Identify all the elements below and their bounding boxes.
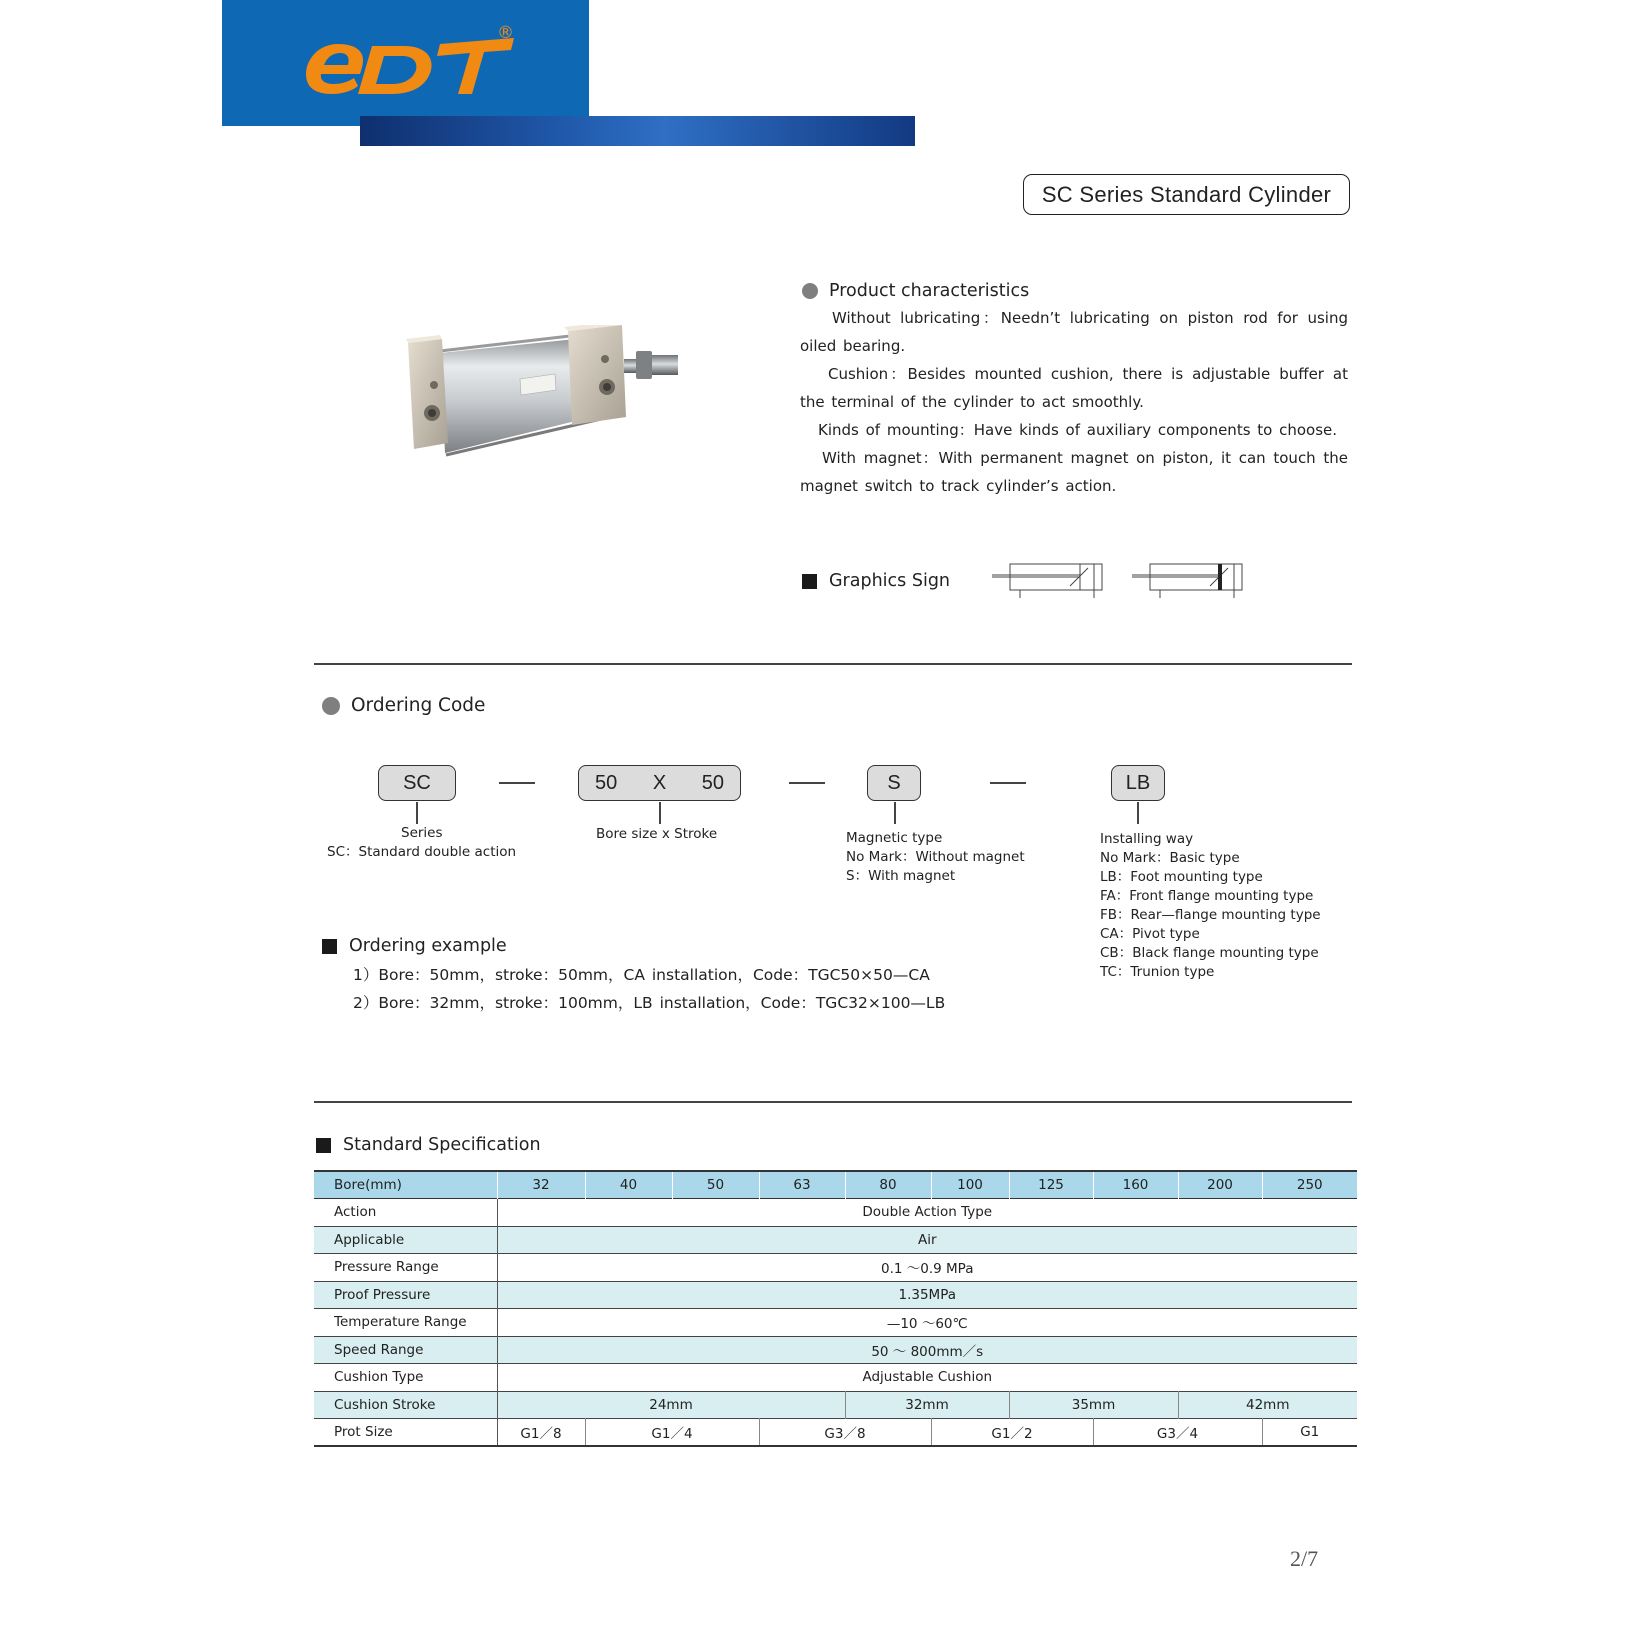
row-value: Air: [497, 1226, 1357, 1254]
connector-line: [416, 802, 418, 824]
characteristic-paragraph: With magnet：With permanent magnet on piston, it can touch the magnet switch to track cylinder’s action.: [800, 449, 1348, 495]
bore-value: 50: [672, 1171, 759, 1199]
row-value: G1／4: [585, 1419, 759, 1447]
magnetic-type-label: Magnetic type: [846, 830, 943, 846]
table-row: [314, 1226, 1357, 1254]
bullet-square-icon: [802, 574, 817, 589]
registered-mark: ®: [497, 23, 514, 43]
row-value: G1: [1300, 1424, 1320, 1440]
installing-option: FA：Front flange mounting type: [1100, 888, 1314, 904]
series-label: Series: [401, 825, 443, 841]
table-row: [314, 1364, 1357, 1392]
bore-header: Bore(mm): [314, 1171, 497, 1199]
bullet-dot-icon: [322, 697, 340, 715]
row-value: 35mm: [1009, 1391, 1178, 1419]
bore-code: 50: [595, 771, 618, 794]
bore-value: 160: [1093, 1171, 1178, 1199]
bore-value: 100: [931, 1171, 1009, 1199]
bullet-square-icon: [316, 1138, 331, 1153]
ordering-example-heading: Ordering example: [322, 936, 507, 956]
bore-value: 63: [759, 1171, 845, 1199]
section-divider: [314, 663, 1352, 665]
connector-line: [659, 802, 661, 824]
row-value: G3／4: [1093, 1419, 1262, 1447]
connector-line: [1137, 802, 1139, 824]
bore-value: 200: [1178, 1171, 1262, 1199]
magnetic-type-block: [846, 829, 1025, 886]
row-value: G1／2: [931, 1419, 1093, 1447]
standard-specification-heading: Standard Specification: [316, 1135, 541, 1155]
row-label: Action: [314, 1199, 497, 1227]
edt-logo: [300, 22, 520, 102]
row-label: Speed Range: [314, 1336, 497, 1364]
row-label: Cushion Type: [314, 1364, 497, 1392]
row-value: 50 ～ 800mm／s: [497, 1336, 1357, 1364]
row-value: 0.1 ～0.9 MPa: [881, 1261, 974, 1278]
installing-option: CA：Pivot type: [1100, 926, 1200, 942]
installing-option: CB：Black flange mounting type: [1100, 945, 1319, 961]
row-label: Cushion Stroke: [314, 1391, 497, 1419]
code-separator: [990, 782, 1026, 784]
table-row: [314, 1199, 1357, 1227]
magnetic-option: S：With magnet: [846, 868, 956, 884]
code-separator: [499, 782, 535, 784]
bore-value: 250: [1262, 1171, 1357, 1199]
installing-way-block: [1100, 830, 1321, 982]
installing-option: No Mark：Basic type: [1100, 850, 1240, 866]
row-value: —10 ～60℃: [886, 1316, 968, 1333]
installing-option: FB：Rear—flange mounting type: [1100, 907, 1321, 923]
magnetic-option: No Mark：Without magnet: [846, 849, 1025, 865]
page-title: SC Series Standard Cylinder: [1023, 174, 1350, 215]
bore-stroke-label: Bore size x Stroke: [596, 826, 718, 842]
header-gradient-bar: [360, 116, 915, 146]
bore-value: 32: [497, 1171, 585, 1199]
row-value: 32mm: [845, 1391, 1009, 1419]
installing-option: LB：Foot mounting type: [1100, 869, 1263, 885]
section-divider: [314, 1101, 1352, 1103]
table-header-row: [314, 1171, 1357, 1199]
installing-option: TC：Trunion type: [1100, 964, 1215, 980]
row-value: 1.35MPa: [497, 1281, 1357, 1309]
magnetic-cylinder-symbol-icon: [1130, 560, 1245, 604]
row-value: 24mm: [497, 1391, 845, 1419]
table-row: [314, 1309, 1357, 1337]
table-row: [314, 1281, 1357, 1309]
bore-value: 40: [585, 1171, 672, 1199]
cylinder-symbol-icon: [990, 560, 1105, 604]
row-value: G1／8: [497, 1419, 585, 1447]
product-characteristics-text: [800, 304, 1348, 500]
ordering-example-line: 1）Bore：50mm，stroke：50mm，CA installation，Code：TGC50×50—CA: [353, 966, 930, 984]
table-row: [314, 1391, 1357, 1419]
stroke-code: 50: [701, 771, 724, 794]
magnet-code-box: S: [867, 765, 921, 801]
table-row: [314, 1419, 1357, 1447]
row-value: G3／8: [759, 1419, 931, 1447]
characteristic-paragraph: Cushion：Besides mounted cushion, there is adjustable buffer at the terminal of the cylinder to act smoothly.: [800, 365, 1348, 411]
row-label: Applicable: [314, 1226, 497, 1254]
install-code-box: LB: [1111, 765, 1165, 801]
ordering-code-heading: Ordering Code: [322, 695, 485, 716]
product-characteristics-heading: Product characteristics: [802, 281, 1029, 301]
bullet-dot-icon: [802, 283, 818, 299]
cylinder-product-image: [400, 325, 710, 475]
specification-table: [314, 1170, 1357, 1447]
times-sign: X: [652, 771, 667, 794]
bore-value: 80: [845, 1171, 931, 1199]
row-value: Double Action Type: [862, 1204, 993, 1221]
row-label: Pressure Range: [314, 1254, 497, 1282]
table-row: [314, 1254, 1357, 1282]
bore-value: 125: [1009, 1171, 1093, 1199]
table-row: [314, 1336, 1357, 1364]
graphics-sign-heading: Graphics Sign: [802, 571, 950, 591]
bore-stroke-code-box: [578, 765, 741, 801]
characteristic-paragraph: Without lubricating：Needn’t lubricating on piston rod for using oiled bearing.: [800, 309, 1348, 355]
page-number: 2/7: [1290, 1546, 1319, 1571]
row-label: Temperature Range: [314, 1309, 497, 1337]
row-label: Proof Pressure: [314, 1281, 497, 1309]
connector-line: [894, 802, 896, 824]
row-value: Adjustable Cushion: [862, 1369, 993, 1386]
code-separator: [789, 782, 825, 784]
installing-way-label: Installing way: [1100, 831, 1194, 847]
bullet-square-icon: [322, 939, 337, 954]
series-code-box: SC: [378, 765, 456, 801]
characteristic-paragraph: Kinds of mounting：Have kinds of auxiliary components to choose.: [818, 421, 1338, 439]
row-value: 42mm: [1178, 1391, 1357, 1419]
row-label: Prot Size: [314, 1419, 497, 1447]
series-desc: SC：Standard double action: [327, 844, 517, 860]
ordering-example-line: 2）Bore：32mm，stroke：100mm，LB installation，Code：TGC32×100—LB: [353, 994, 946, 1012]
